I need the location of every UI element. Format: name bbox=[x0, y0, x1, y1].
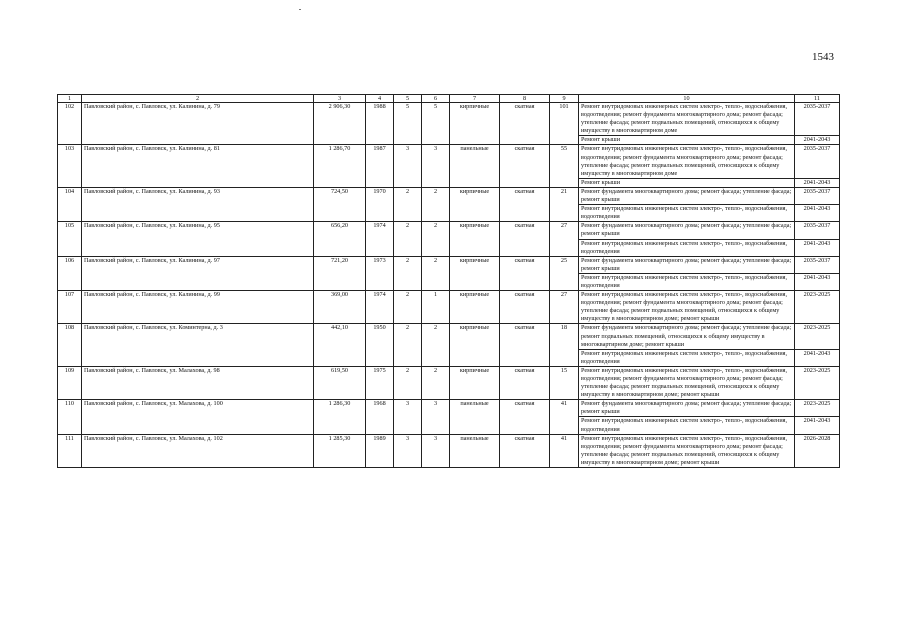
year-cell: 1988 bbox=[366, 103, 394, 145]
address-cell: Павловский район, с. Павловск, ул. Коминтерна, д. 3 bbox=[82, 324, 314, 366]
table-row bbox=[58, 222, 840, 239]
flats-cell: 55 bbox=[550, 145, 579, 187]
flats-cell: 101 bbox=[550, 103, 579, 145]
flats-cell: 27 bbox=[550, 291, 579, 324]
table-row bbox=[58, 400, 840, 417]
work-description-cell: Ремонт внутридомовых инженерных систем электро-, тепло-, водоснабжения, водоотведения; ремонт фундамента многоквартирного дома; ремонт фасада; утепление фасада; ремонт подвальных помещений, относящихся к общему имуществу в многоквартирном доме bbox=[579, 145, 795, 178]
column-number: 8 bbox=[500, 95, 550, 103]
year-cell: 1974 bbox=[366, 222, 394, 256]
work-description-cell: Ремонт внутридомовых инженерных систем электро-, тепло-, водоснабжения, водоотведения; ремонт фундамента многоквартирного дома; ремонт фасада; утепление фасада; ремонт подвальных помещений, относящихся к общему имуществу в многоквартирном доме; ремонт крыши bbox=[579, 366, 795, 399]
wall-material-cell: кирпичные bbox=[450, 256, 500, 290]
address-cell: Павловский район, с. Павловск, ул. Калинина, д. 95 bbox=[82, 222, 314, 256]
wall-material-cell: панельные bbox=[450, 434, 500, 467]
work-period-cell: 2035-2037 bbox=[795, 103, 840, 136]
floors-cell: 2 bbox=[394, 366, 422, 399]
row-number: 107 bbox=[58, 291, 82, 324]
floors-cell: 2 bbox=[394, 291, 422, 324]
wall-material-cell: панельные bbox=[450, 400, 500, 434]
work-description-cell: Ремонт внутридомовых инженерных систем электро-, тепло-, водоснабжения, водоотведения bbox=[579, 239, 795, 256]
table-row bbox=[58, 256, 840, 273]
row-number: 105 bbox=[58, 222, 82, 256]
year-cell: 1968 bbox=[366, 400, 394, 434]
area-cell: 1 286,70 bbox=[314, 145, 366, 187]
work-description-cell: Ремонт внутридомовых инженерных систем электро-, тепло-, водоснабжения, водоотведения; ремонт фундамента многоквартирного дома; ремонт фасада; утепление фасада; ремонт подвальных помещений, относящихся к общему имуществу в многоквартирном доме; ремонт крыши bbox=[579, 291, 795, 324]
work-period-cell: 2041-2043 bbox=[795, 178, 840, 187]
year-cell: 1970 bbox=[366, 187, 394, 221]
work-period-cell: 2041-2043 bbox=[795, 417, 840, 434]
floors-cell: 2 bbox=[394, 324, 422, 366]
column-number: 1 bbox=[58, 95, 82, 103]
table-row bbox=[58, 103, 840, 136]
work-description-cell: Ремонт фундамента многоквартирного дома; ремонт фасада; утепление фасада; ремонт крыши bbox=[579, 187, 795, 204]
column-number-row bbox=[58, 95, 840, 103]
row-number: 102 bbox=[58, 103, 82, 145]
work-period-cell: 2023-2025 bbox=[795, 324, 840, 349]
table-row bbox=[58, 187, 840, 204]
area-cell: 2 906,30 bbox=[314, 103, 366, 145]
flats-cell: 25 bbox=[550, 256, 579, 290]
row-number: 103 bbox=[58, 145, 82, 187]
floors-cell: 3 bbox=[394, 400, 422, 434]
address-cell: Павловский район, с. Павловск, ул. Малахова, д. 102 bbox=[82, 434, 314, 467]
roof-type-cell: скатная bbox=[500, 222, 550, 256]
table-row bbox=[58, 366, 840, 399]
flats-cell: 41 bbox=[550, 434, 579, 467]
work-description-cell: Ремонт крыши bbox=[579, 136, 795, 145]
work-period-cell: 2023-2025 bbox=[795, 400, 840, 417]
work-period-cell: 2041-2043 bbox=[795, 273, 840, 290]
entrances-cell: 3 bbox=[422, 145, 450, 187]
work-description-cell: Ремонт внутридомовых инженерных систем электро-, тепло-, водоснабжения, водоотведения bbox=[579, 205, 795, 222]
roof-type-cell: скатная bbox=[500, 400, 550, 434]
floors-cell: 2 bbox=[394, 187, 422, 221]
area-cell: 656,20 bbox=[314, 222, 366, 256]
wall-material-cell: кирпичные bbox=[450, 291, 500, 324]
address-cell: Павловский район, с. Павловск, ул. Калинина, д. 81 bbox=[82, 145, 314, 187]
address-cell: Павловский район, с. Павловск, ул. Калинина, д. 97 bbox=[82, 256, 314, 290]
column-number: 9 bbox=[550, 95, 579, 103]
area-cell: 369,00 bbox=[314, 291, 366, 324]
work-description-cell: Ремонт фундамента многоквартирного дома; ремонт фасада; утепление фасада; ремонт подвальных помещений, относящихся к общему имуществу в многоквартирном доме; ремонт крыши bbox=[579, 324, 795, 349]
work-description-cell: Ремонт внутридомовых инженерных систем электро-, тепло-, водоснабжения, водоотведения; ремонт фундамента многоквартирного дома; ремонт фасада; утепление фасада; ремонт подвальных помещений, относящихся к общему имуществу в многоквартирном доме; ремонт крыши bbox=[579, 434, 795, 467]
work-period-cell: 2023-2025 bbox=[795, 366, 840, 399]
table-row bbox=[58, 145, 840, 178]
work-period-cell: 2041-2043 bbox=[795, 136, 840, 145]
work-description-cell: Ремонт крыши bbox=[579, 178, 795, 187]
floors-cell: 5 bbox=[394, 103, 422, 145]
address-cell: Павловский район, с. Павловск, ул. Малахова, д. 98 bbox=[82, 366, 314, 399]
entrances-cell: 1 bbox=[422, 291, 450, 324]
row-number: 110 bbox=[58, 400, 82, 434]
wall-material-cell: кирпичные bbox=[450, 187, 500, 221]
roof-type-cell: скатная bbox=[500, 291, 550, 324]
scan-speck bbox=[299, 9, 301, 10]
year-cell: 1973 bbox=[366, 256, 394, 290]
flats-cell: 18 bbox=[550, 324, 579, 366]
work-description-cell: Ремонт внутридомовых инженерных систем электро-, тепло-, водоснабжения, водоотведения bbox=[579, 349, 795, 366]
roof-type-cell: скатная bbox=[500, 366, 550, 399]
area-cell: 721,20 bbox=[314, 256, 366, 290]
work-period-cell: 2035-2037 bbox=[795, 145, 840, 178]
wall-material-cell: кирпичные bbox=[450, 324, 500, 366]
table-row bbox=[58, 434, 840, 467]
area-cell: 442,10 bbox=[314, 324, 366, 366]
column-number: 10 bbox=[579, 95, 795, 103]
work-description-cell: Ремонт фундамента многоквартирного дома; ремонт фасада; утепление фасада; ремонт крыши bbox=[579, 400, 795, 417]
row-number: 108 bbox=[58, 324, 82, 366]
roof-type-cell: скатная bbox=[500, 187, 550, 221]
wall-material-cell: кирпичные bbox=[450, 222, 500, 256]
roof-type-cell: скатная bbox=[500, 434, 550, 467]
area-cell: 619,50 bbox=[314, 366, 366, 399]
flats-cell: 15 bbox=[550, 366, 579, 399]
entrances-cell: 2 bbox=[422, 256, 450, 290]
floors-cell: 3 bbox=[394, 145, 422, 187]
work-period-cell: 2041-2043 bbox=[795, 205, 840, 222]
column-number: 5 bbox=[394, 95, 422, 103]
entrances-cell: 2 bbox=[422, 187, 450, 221]
entrances-cell: 2 bbox=[422, 222, 450, 256]
year-cell: 1989 bbox=[366, 434, 394, 467]
column-number: 11 bbox=[795, 95, 840, 103]
column-number: 3 bbox=[314, 95, 366, 103]
page-number: 1543 bbox=[812, 51, 834, 63]
work-description-cell: Ремонт внутридомовых инженерных систем электро-, тепло-, водоснабжения, водоотведения bbox=[579, 417, 795, 434]
address-cell: Павловский район, с. Павловск, ул. Калинина, д. 79 bbox=[82, 103, 314, 145]
row-number: 106 bbox=[58, 256, 82, 290]
work-period-cell: 2023-2025 bbox=[795, 291, 840, 324]
flats-cell: 41 bbox=[550, 400, 579, 434]
year-cell: 1975 bbox=[366, 366, 394, 399]
column-number: 2 bbox=[82, 95, 314, 103]
entrances-cell: 2 bbox=[422, 366, 450, 399]
floors-cell: 2 bbox=[394, 222, 422, 256]
address-cell: Павловский район, с. Павловск, ул. Калинина, д. 93 bbox=[82, 187, 314, 221]
column-number: 4 bbox=[366, 95, 394, 103]
roof-type-cell: скатная bbox=[500, 145, 550, 187]
work-period-cell: 2026-2028 bbox=[795, 434, 840, 467]
area-cell: 1 286,30 bbox=[314, 400, 366, 434]
address-cell: Павловский район, с. Павловск, ул. Калинина, д. 99 bbox=[82, 291, 314, 324]
work-period-cell: 2041-2043 bbox=[795, 349, 840, 366]
column-number: 7 bbox=[450, 95, 500, 103]
entrances-cell: 2 bbox=[422, 324, 450, 366]
row-number: 111 bbox=[58, 434, 82, 467]
area-cell: 1 285,30 bbox=[314, 434, 366, 467]
roof-type-cell: скатная bbox=[500, 256, 550, 290]
flats-cell: 21 bbox=[550, 187, 579, 221]
wall-material-cell: кирпичные bbox=[450, 366, 500, 399]
year-cell: 1974 bbox=[366, 291, 394, 324]
address-cell: Павловский район, с. Павловск, ул. Малахова, д. 100 bbox=[82, 400, 314, 434]
work-description-cell: Ремонт внутридомовых инженерных систем электро-, тепло-, водоснабжения, водоотведения; ремонт фундамента многоквартирного дома; ремонт фасада; утепление фасада; ремонт подвальных помещений, относящихся к общему имуществу в многоквартирном доме bbox=[579, 103, 795, 136]
work-period-cell: 2035-2037 bbox=[795, 187, 840, 204]
work-description-cell: Ремонт фундамента многоквартирного дома; ремонт фасада; утепление фасада; ремонт крыши bbox=[579, 222, 795, 239]
work-period-cell: 2041-2043 bbox=[795, 239, 840, 256]
entrances-cell: 5 bbox=[422, 103, 450, 145]
floors-cell: 2 bbox=[394, 256, 422, 290]
year-cell: 1950 bbox=[366, 324, 394, 366]
year-cell: 1987 bbox=[366, 145, 394, 187]
row-number: 109 bbox=[58, 366, 82, 399]
work-period-cell: 2035-2037 bbox=[795, 256, 840, 273]
column-number: 6 bbox=[422, 95, 450, 103]
floors-cell: 3 bbox=[394, 434, 422, 467]
work-period-cell: 2035-2037 bbox=[795, 222, 840, 239]
table-row bbox=[58, 324, 840, 349]
work-description-cell: Ремонт фундамента многоквартирного дома; ремонт фасада; утепление фасада; ремонт крыши bbox=[579, 256, 795, 273]
entrances-cell: 3 bbox=[422, 400, 450, 434]
roof-type-cell: скатная bbox=[500, 103, 550, 145]
work-description-cell: Ремонт внутридомовых инженерных систем электро-, тепло-, водоснабжения, водоотведения bbox=[579, 273, 795, 290]
wall-material-cell: панельные bbox=[450, 145, 500, 187]
roof-type-cell: скатная bbox=[500, 324, 550, 366]
table-row bbox=[58, 291, 840, 324]
area-cell: 724,50 bbox=[314, 187, 366, 221]
flats-cell: 27 bbox=[550, 222, 579, 256]
housing-registry-table bbox=[57, 94, 840, 468]
wall-material-cell: кирпичные bbox=[450, 103, 500, 145]
row-number: 104 bbox=[58, 187, 82, 221]
entrances-cell: 3 bbox=[422, 434, 450, 467]
